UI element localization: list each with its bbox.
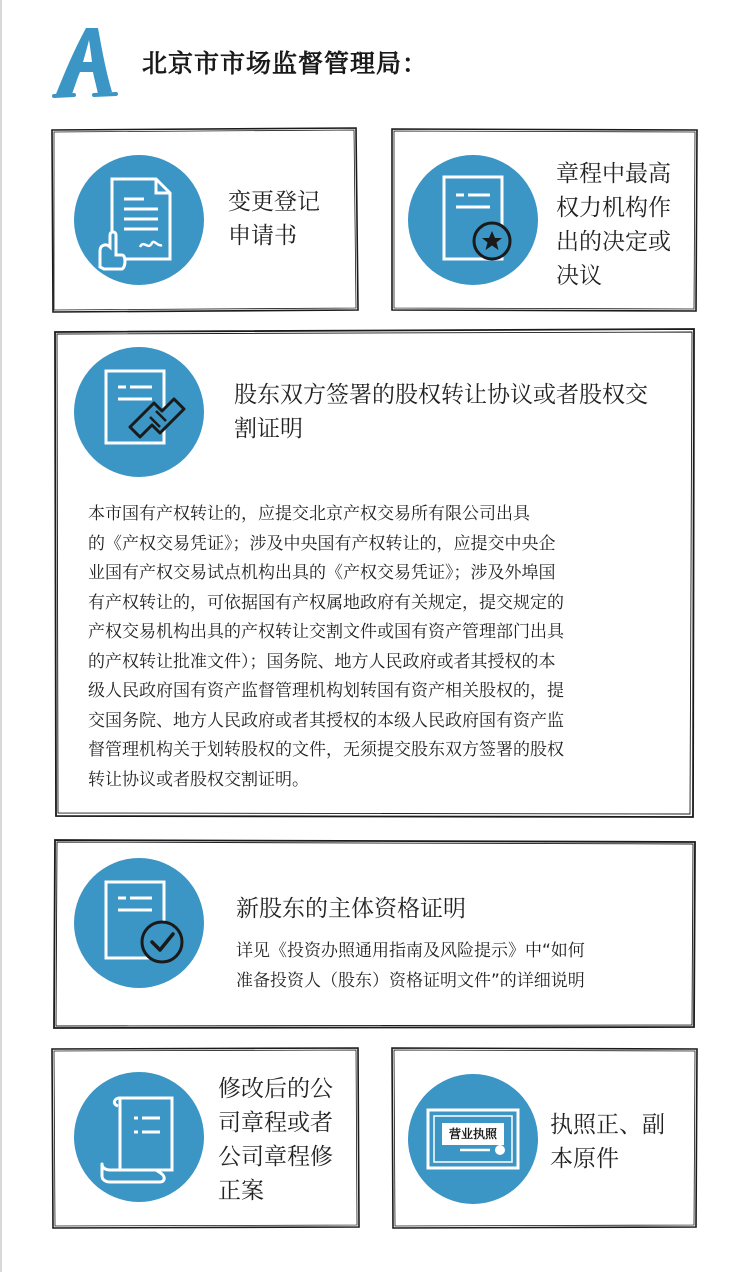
text-line: 产权交易机构出具的产权转让交割文件或国有资产管理部门出具 [88,622,564,642]
handshake-document-icon [74,347,204,477]
text-line: 公司章程修 [218,1144,333,1170]
text-line: 变更登记 [228,189,320,215]
text-line: 业国有产权交易试点机构出具的《产权交易凭证》；涉及外埠国 [88,563,556,583]
icon-circle [408,155,538,285]
text-line: 股东双方签署的股权转让协议或者股权交 [234,382,648,408]
card-shareholder-qualification [52,838,698,1030]
brush-letter-a-icon [50,22,140,102]
page-title: 北京市市场监督管理局： [142,49,429,78]
text-line: 正案 [218,1178,264,1204]
section-header [50,22,710,102]
text-line: 申请书 [228,223,297,249]
text-line: 章程中最高 [556,161,671,187]
text-line: 本原件 [550,1146,619,1172]
text-line: 割证明 [234,416,303,442]
card-title: 新股东的主体资格证明 [236,896,466,922]
verified-document-icon [74,858,204,988]
text-line: 修改后的公 [218,1076,333,1102]
card-body [88,500,668,795]
text-line: 本市国有产权转让的，应提交北京产权交易所有限公司出具 [88,504,530,524]
scroll-document-icon [74,1072,204,1202]
icon-circle [74,155,204,285]
text-line: 详见《投资办照通用指南及风险提示》中“如何 [236,941,585,961]
icon-circle [408,1074,538,1204]
text-line: 司章程或者 [218,1110,333,1136]
icon-circle [74,1072,204,1202]
card-title [234,378,648,446]
text-line: 准备投资人（股东）资格证明文件”的详细说明 [236,971,585,991]
signed-document-icon [74,155,204,285]
card-transfer-agreement [52,328,698,820]
card-text [556,157,671,293]
text-line: 转让协议或者股权交割证明。 [88,769,309,790]
card-text [218,1072,333,1208]
card-resolution [390,127,700,313]
text-line: 督管理机构关于划转股权的文件，无须提交股东双方签署的股权 [88,740,564,760]
card-amended-articles [50,1046,361,1230]
card-business-license [390,1046,700,1230]
text-line: 权力机构作 [556,195,671,221]
license-badge-label: 营业执照 [442,1123,504,1145]
text-line: 交国务院、地方人民政府或者其授权的本级人民政府国有资产监 [88,710,564,731]
text-line: 执照正、副 [550,1112,665,1138]
certified-document-icon [408,155,538,285]
card-subtitle [236,936,676,996]
text-line: 的产权转让批准文件）；国务院、地方人民政府或者其授权的本 [88,651,556,672]
left-edge-rule [0,0,2,1272]
card-text [228,185,320,253]
text-line: 出的决定或 [556,229,671,255]
card-change-form [50,127,360,313]
icon-circle [74,858,204,988]
text-line: 的《产权交易凭证》；涉及中央国有产权转让的，应提交中央企 [88,533,556,554]
text-line: 级人民政府国有资产监督管理机构划转国有资产相关股权的，提 [88,681,564,701]
text-line: 有产权转让的，可依据国有产权属地政府有关规定，提交规定的 [88,592,564,613]
text-line: 决议 [556,263,602,289]
icon-circle [74,347,204,477]
card-text [550,1108,665,1176]
